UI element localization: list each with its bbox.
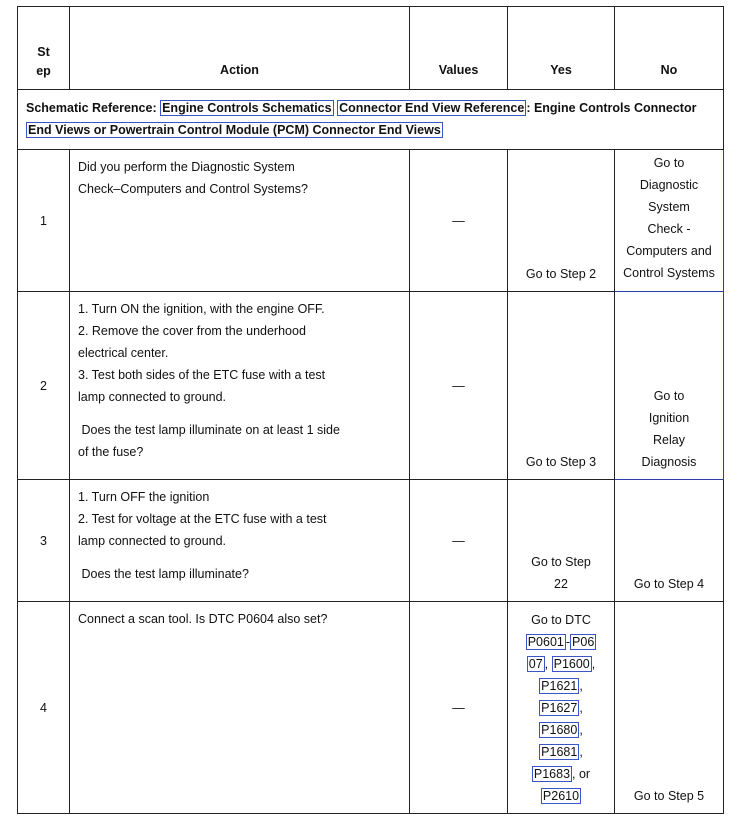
link-engine-controls-schematics[interactable]: Engine Controls Schematics	[162, 101, 332, 115]
header-row	[18, 7, 724, 90]
reference-row	[18, 90, 724, 150]
yes-go-to-step-2: Go to Step 2	[508, 150, 615, 292]
link-dtc-p0601[interactable]: P0601	[527, 635, 564, 649]
link-dtc-p1627[interactable]: P1627	[541, 701, 578, 715]
value-cell: —	[410, 292, 508, 480]
table-row-step-3	[18, 480, 724, 602]
no-go-to-step-5: Go to Step 5	[615, 602, 724, 814]
link-dtc-p1600[interactable]: P1600	[553, 657, 590, 671]
step-number: 1	[18, 150, 70, 292]
link-dtc-p0607-part2[interactable]: 07	[528, 657, 543, 671]
link-dtc-p1680[interactable]: P1680	[541, 723, 578, 737]
header-action: Action	[70, 7, 410, 90]
header-step: St ep	[18, 7, 70, 90]
value-cell: —	[410, 150, 508, 292]
no-link-diagnostic-system-check[interactable]: Go to Diagnostic System Check - Computers and Control Systems	[615, 150, 724, 292]
value-cell: —	[410, 602, 508, 814]
no-go-to-step-4: Go to Step 4	[615, 480, 724, 602]
link-dtc-p0607-part1[interactable]: P06	[572, 635, 595, 649]
link-dtc-p1621[interactable]: P1621	[541, 679, 578, 693]
action-cell: Did you perform the Diagnostic System Check–Computers and Control Systems?	[70, 150, 410, 292]
step-number: 4	[18, 602, 70, 814]
step-number: 3	[18, 480, 70, 602]
table-row-step-4	[18, 602, 724, 814]
no-link-ignition-relay-diagnosis[interactable]: Go to Ignition Relay Diagnosis	[615, 292, 724, 480]
schematic-reference: Schematic Reference: Engine Controls Schematics Connector End View Reference : Engine Controls Connector End Views or Powertrain Control Module (PCM) Connector End Views	[18, 90, 724, 150]
header-no: No	[615, 7, 724, 90]
table-row-step-1	[18, 150, 724, 292]
step-number: 2	[18, 292, 70, 480]
yes-go-to-step-3: Go to Step 3	[508, 292, 615, 480]
link-dtc-p2610[interactable]: P2610	[542, 789, 580, 803]
link-end-views-pcm[interactable]: End Views or Powertrain Control Module (PCM) Connector End Views	[28, 123, 441, 137]
yes-go-to-step-22: Go to Step 22	[508, 480, 615, 602]
link-connector-end-view-reference[interactable]: Connector End View Reference	[339, 101, 525, 115]
value-cell: —	[410, 480, 508, 602]
link-dtc-p1683[interactable]: P1683	[533, 767, 571, 781]
link-dtc-p1681[interactable]: P1681	[541, 745, 578, 759]
diagnostic-table-container	[17, 6, 723, 814]
table-row-step-2	[18, 292, 724, 480]
yes-go-to-dtc-list: Go to DTC P0601 - P06 07 , P1600 , P1621 , P1627 , P1680 , P1681 , P1683 , or P2610	[508, 602, 615, 814]
action-cell: 1. Turn OFF the ignition 2. Test for voltage at the ETC fuse with a test lamp connected to ground. Does the test lamp illuminate?	[70, 480, 410, 602]
action-cell: 1. Turn ON the ignition, with the engine OFF. 2. Remove the cover from the underhood electrical center. 3. Test both sides of the ETC fuse with a test lamp connected to ground. Does the test lamp illuminate on at least 1 side of the fuse?	[70, 292, 410, 480]
header-values: Values	[410, 7, 508, 90]
action-cell: Connect a scan tool. Is DTC P0604 also set?	[70, 602, 410, 814]
header-yes: Yes	[508, 7, 615, 90]
diagnostic-table	[17, 6, 724, 814]
